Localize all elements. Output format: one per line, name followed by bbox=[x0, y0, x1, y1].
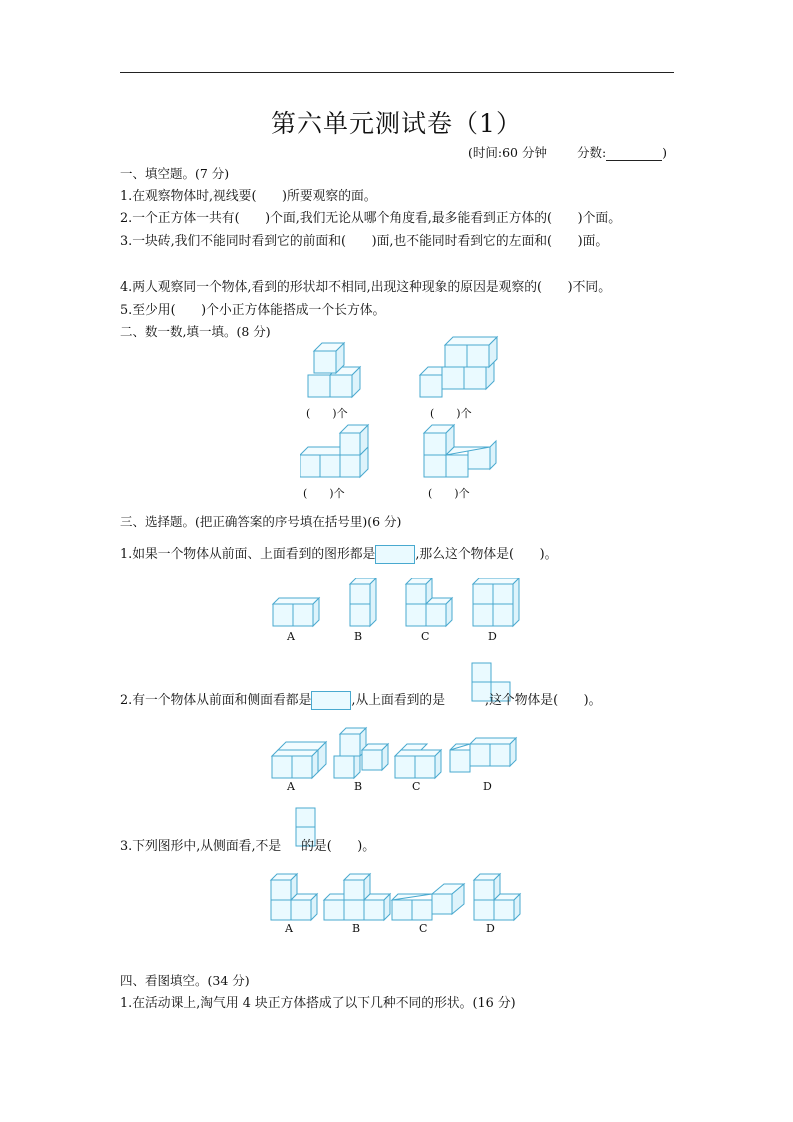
s3-q3-text-b: 的是( )。 bbox=[301, 839, 376, 854]
s3-q2-option-c[interactable]: C bbox=[412, 780, 421, 793]
score-label: 分数: bbox=[576, 145, 607, 160]
s3-q1-option-d[interactable]: D bbox=[488, 630, 497, 643]
s3-q3-option-b[interactable]: B bbox=[352, 922, 361, 935]
s3-q1-text-b: ,那么这个物体是( )。 bbox=[415, 547, 558, 562]
page-title: 第六单元测试卷（1） bbox=[271, 109, 522, 138]
section1-heading: 一、填空题。(7 分) bbox=[120, 166, 230, 181]
s3-q2-options-figures bbox=[270, 720, 530, 780]
option-c-figure bbox=[395, 744, 441, 778]
s3-q3-option-a[interactable]: A bbox=[285, 922, 293, 935]
option-b-figure bbox=[334, 728, 388, 778]
option-b-figure bbox=[324, 874, 390, 920]
s3-q1-text-a: 1.如果一个物体从前面、上面看到的图形都是 bbox=[120, 547, 376, 562]
section4-heading: 四、看图填空。(34 分) bbox=[120, 973, 250, 988]
option-c-figure bbox=[406, 578, 452, 626]
front-side-view-icon bbox=[311, 691, 351, 710]
cube-figure-1 bbox=[308, 343, 360, 397]
meta-close: ) bbox=[662, 145, 668, 160]
option-a-figure bbox=[273, 598, 319, 626]
score-blank[interactable] bbox=[606, 148, 662, 161]
s3-q1-option-c[interactable]: C bbox=[421, 630, 430, 643]
option-d-figure bbox=[473, 578, 519, 626]
s4-question-1: 1.在活动课上,淘气用 4 块正方体搭成了以下几种不同的形状。(16 分) bbox=[120, 996, 516, 1011]
s3-q3-option-c[interactable]: C bbox=[419, 922, 428, 935]
s3-q3-text-a: 3.下列图形中,从侧面看,不是 bbox=[120, 839, 282, 854]
s1-question-4: 4.两人观察同一个物体,看到的形状却不相同,出现这种现象的原因是观察的( )不同。 bbox=[120, 280, 612, 295]
section3-heading: 三、选择题。(把正确答案的序号填在括号里)(6 分) bbox=[120, 514, 402, 529]
option-d-figure bbox=[474, 874, 520, 920]
s1-question-1: 1.在观察物体时,视线要( )所要观察的面。 bbox=[120, 189, 377, 204]
option-a-figure bbox=[272, 742, 326, 778]
s3-q3-option-d[interactable]: D bbox=[486, 922, 495, 935]
s3-question-2 bbox=[120, 689, 601, 710]
s3-q1-option-b[interactable]: B bbox=[354, 630, 363, 643]
option-c-figure bbox=[392, 884, 464, 920]
s3-q2-option-a[interactable]: A bbox=[287, 780, 295, 793]
s2-answer-2[interactable]: ( )个 bbox=[430, 407, 472, 420]
s3-question-3 bbox=[120, 835, 375, 854]
cube-figure-4 bbox=[424, 425, 496, 477]
s2-answer-4[interactable]: ( )个 bbox=[428, 487, 470, 500]
option-b-figure bbox=[350, 578, 376, 626]
s1-question-2: 2.一个正方体一共有( )个面,我们无论从哪个角度看,最多能看到正方体的( )个面。 bbox=[120, 211, 622, 226]
s2-answer-3[interactable]: ( )个 bbox=[303, 487, 345, 500]
rectangle-view-icon bbox=[375, 545, 415, 564]
s2-answer-1[interactable]: ( )个 bbox=[306, 407, 348, 420]
s1-question-5: 5.至少用( )个小正方体能搭成一个长方体。 bbox=[120, 303, 386, 318]
section2-heading: 二、数一数,填一填。(8 分) bbox=[120, 324, 271, 339]
s3-q3-options-figures bbox=[268, 866, 528, 924]
s3-q2-text-a: 2.有一个物体从前面和侧面看都是 bbox=[120, 693, 312, 708]
s3-q2-option-b[interactable]: B bbox=[354, 780, 363, 793]
time-label: (时间:60 分钟 bbox=[468, 145, 547, 160]
header-rule bbox=[120, 72, 674, 73]
s3-q2-text-b: ,从上面看到的是 bbox=[351, 693, 446, 708]
option-d-figure bbox=[450, 738, 516, 772]
exam-meta bbox=[468, 143, 667, 161]
s3-q1-options-figures bbox=[270, 578, 530, 630]
s1-question-3: 3.一块砖,我们不能同时看到它的前面和( )面,也不能同时看到它的左面和( )面。 bbox=[120, 234, 609, 249]
cube-figure-2 bbox=[420, 337, 497, 397]
s3-q2-text-c: ,这个物体是( )。 bbox=[485, 693, 602, 708]
s3-q1-option-a[interactable]: A bbox=[287, 630, 295, 643]
cube-figure-3 bbox=[300, 425, 368, 477]
s3-question-1 bbox=[120, 543, 557, 564]
s3-q2-option-d[interactable]: D bbox=[483, 780, 492, 793]
option-a-figure bbox=[271, 874, 317, 920]
